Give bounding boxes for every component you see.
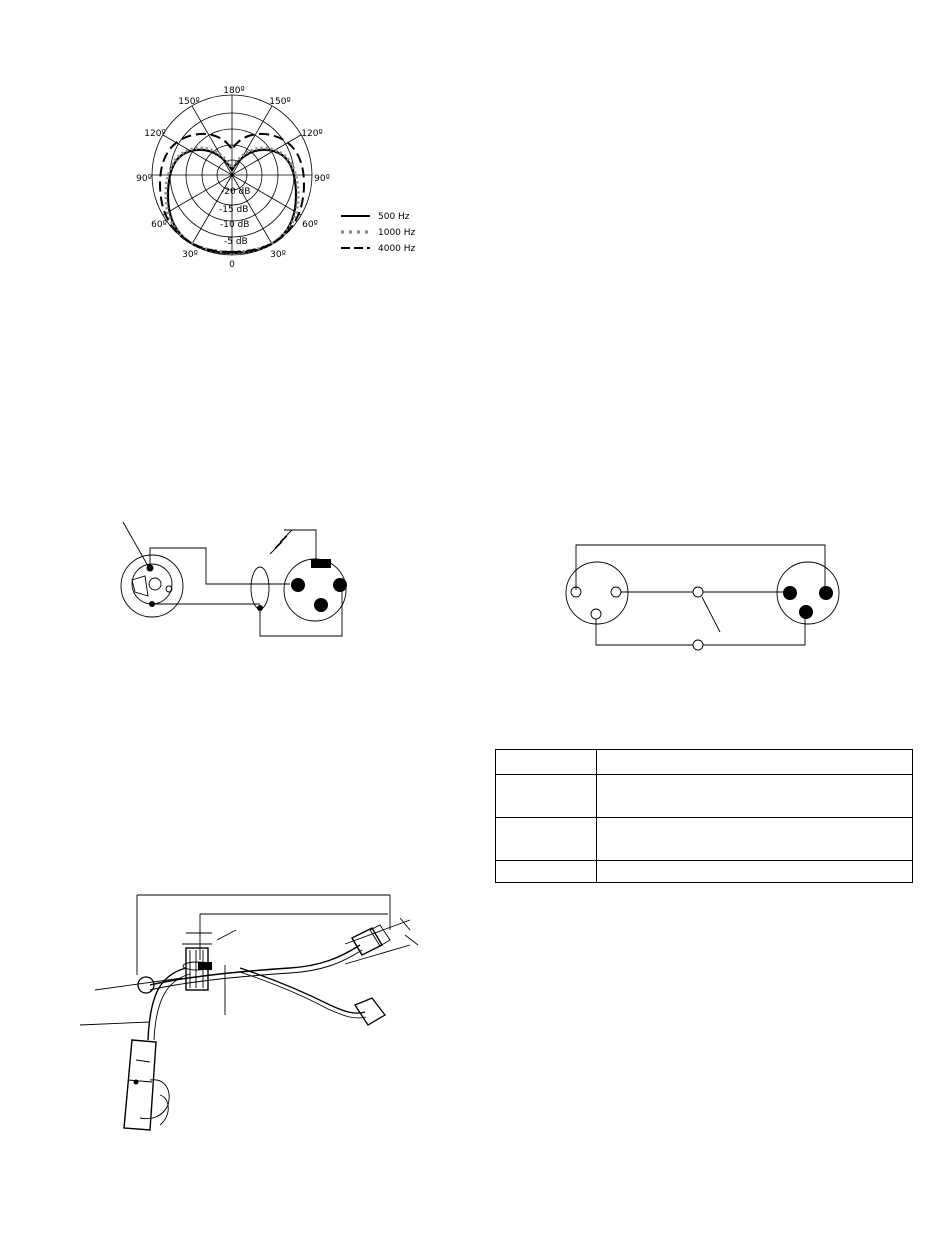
- db-label-5: -5 dB: [224, 237, 248, 247]
- polar-pattern-chart: [130, 80, 430, 270]
- table-cell: [496, 861, 597, 883]
- wiring-diagram: [115, 515, 355, 645]
- table-cell: [496, 775, 597, 818]
- legend-4000hz: 4000 Hz: [378, 244, 416, 254]
- angle-label-60-left: 60º: [151, 220, 167, 230]
- mount-illustration: [80, 885, 430, 1140]
- angle-label-120-right: 120º: [301, 129, 323, 139]
- legend-1000hz: 1000 Hz: [378, 228, 416, 238]
- table-cell: [496, 818, 597, 861]
- table-row: [496, 775, 913, 818]
- table-row: [496, 861, 913, 883]
- angle-label-120-left: 120º: [144, 129, 166, 139]
- table-row: [496, 750, 913, 775]
- table-cell: [597, 861, 913, 883]
- angle-label-150-left: 150º: [178, 97, 200, 107]
- table-row: [496, 818, 913, 861]
- db-label-10: -10 dB: [220, 220, 250, 230]
- table-cell: [597, 818, 913, 861]
- adapter-diagram: [555, 535, 855, 655]
- spec-table: [495, 749, 913, 883]
- angle-label-0: 0: [229, 260, 235, 270]
- angle-label-180: 180º: [223, 86, 245, 96]
- angle-label-60-right: 60º: [302, 220, 318, 230]
- chart-legend: [341, 212, 416, 254]
- table-cell: [597, 750, 913, 775]
- angle-label-30-left: 30º: [182, 250, 198, 260]
- angle-label-150-right: 150º: [269, 97, 291, 107]
- angle-label-90-left: 90º: [136, 174, 152, 184]
- db-label-20: -20 dB: [221, 187, 251, 197]
- db-label-15: -15 dB: [219, 205, 249, 215]
- table-cell: [496, 750, 597, 775]
- angle-label-90-right: 90º: [314, 174, 330, 184]
- legend-500hz: 500 Hz: [378, 212, 410, 222]
- angle-label-30-right: 30º: [270, 250, 286, 260]
- table-cell: [597, 775, 913, 818]
